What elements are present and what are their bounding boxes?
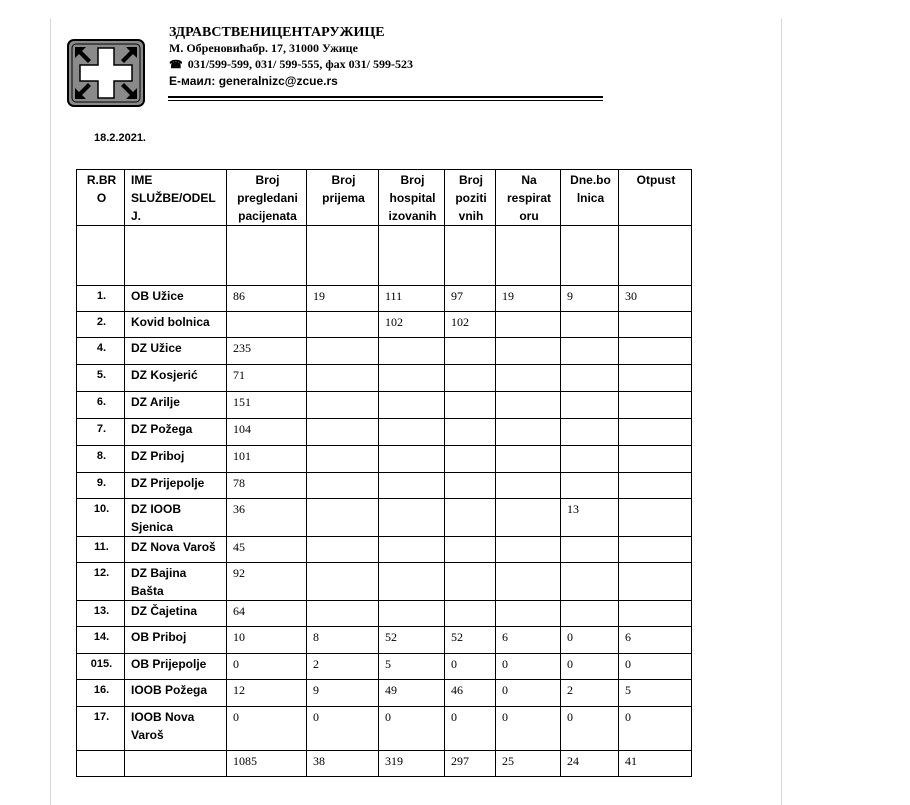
service-name: DZ Bajina Bašta — [125, 563, 227, 601]
value-cell: 0 — [445, 654, 496, 680]
table-row — [77, 473, 692, 499]
value-cell: 151 — [227, 392, 307, 419]
value-cell: 49 — [379, 680, 445, 707]
value-cell: 0 — [619, 707, 692, 751]
table-row — [77, 563, 692, 601]
table-row — [77, 751, 692, 777]
service-name: DZ Arilje — [125, 392, 227, 419]
value-cell — [561, 312, 619, 338]
value-cell — [379, 365, 445, 392]
table-row — [77, 537, 692, 563]
service-name: DZ Čajetina — [125, 601, 227, 627]
table-row — [77, 627, 692, 654]
table-row — [77, 338, 692, 365]
service-name: DZ Kosjerić — [125, 365, 227, 392]
row-number: 1. — [77, 286, 125, 312]
report-table — [76, 169, 692, 777]
value-cell: 104 — [227, 419, 307, 446]
service-name: DZ Požega — [125, 419, 227, 446]
value-cell — [496, 392, 561, 419]
value-cell: 0 — [496, 680, 561, 707]
value-cell: 0 — [496, 707, 561, 751]
value-cell — [445, 537, 496, 563]
service-name: DZ Prijepolje — [125, 473, 227, 499]
value-cell — [307, 226, 379, 286]
value-cell: 102 — [379, 312, 445, 338]
value-cell: 0 — [445, 707, 496, 751]
row-number: 14. — [77, 627, 125, 654]
value-cell — [619, 473, 692, 499]
value-cell — [561, 392, 619, 419]
value-cell: 30 — [619, 286, 692, 312]
service-name: DZ IOOB Sjenica — [125, 499, 227, 537]
column-header: Na respirat oru — [496, 170, 561, 226]
service-name — [125, 751, 227, 777]
value-cell — [445, 601, 496, 627]
org-phones: 031/599-599, 031/ 599-555, фах 031/ 599-523 — [187, 57, 413, 71]
value-cell — [379, 563, 445, 601]
value-cell: 24 — [561, 751, 619, 777]
value-cell — [227, 312, 307, 338]
value-cell: 92 — [227, 563, 307, 601]
value-cell: 297 — [445, 751, 496, 777]
value-cell: 71 — [227, 365, 307, 392]
table-row — [77, 446, 692, 473]
value-cell — [561, 601, 619, 627]
value-cell: 25 — [496, 751, 561, 777]
table-row — [77, 419, 692, 446]
service-name — [125, 226, 227, 286]
value-cell — [496, 473, 561, 499]
value-cell — [561, 473, 619, 499]
value-cell — [445, 226, 496, 286]
value-cell — [307, 338, 379, 365]
value-cell: 46 — [445, 680, 496, 707]
value-cell — [496, 365, 561, 392]
value-cell — [619, 392, 692, 419]
column-header: Broj pregledani pacijenata — [227, 170, 307, 226]
report-date: 18.2.2021. — [94, 132, 146, 144]
value-cell: 36 — [227, 499, 307, 537]
value-cell — [379, 338, 445, 365]
value-cell — [307, 419, 379, 446]
value-cell: 9 — [561, 286, 619, 312]
service-name: OB Užice — [125, 286, 227, 312]
table-body — [77, 226, 692, 777]
row-number: 6. — [77, 392, 125, 419]
column-header: Broj poziti vnih — [445, 170, 496, 226]
page-edge-right — [781, 18, 782, 805]
value-cell: 235 — [227, 338, 307, 365]
value-cell — [619, 338, 692, 365]
value-cell — [445, 563, 496, 601]
value-cell — [561, 226, 619, 286]
value-cell — [445, 419, 496, 446]
value-cell: 78 — [227, 473, 307, 499]
value-cell — [561, 563, 619, 601]
value-cell — [496, 312, 561, 338]
value-cell: 0 — [561, 654, 619, 680]
row-number: 8. — [77, 446, 125, 473]
column-header: IME SLUŽBE/ODEL J. — [125, 170, 227, 226]
value-cell — [307, 446, 379, 473]
value-cell — [619, 499, 692, 537]
column-header: R.BR O — [77, 170, 125, 226]
org-address: М. Обреновићабр. 17, 31000 Ужице — [169, 41, 358, 55]
service-name: Kovid bolnica — [125, 312, 227, 338]
page-edge-left — [50, 18, 51, 805]
table-row — [77, 312, 692, 338]
value-cell — [379, 226, 445, 286]
table-row — [77, 499, 692, 537]
value-cell: 0 — [227, 707, 307, 751]
value-cell: 45 — [227, 537, 307, 563]
health-center-logo — [66, 38, 146, 108]
value-cell — [445, 446, 496, 473]
value-cell — [561, 338, 619, 365]
value-cell: 8 — [307, 627, 379, 654]
table-row — [77, 286, 692, 312]
service-name: DZ Priboj — [125, 446, 227, 473]
value-cell — [619, 312, 692, 338]
value-cell — [307, 392, 379, 419]
column-header: Broj hospital izovanih — [379, 170, 445, 226]
value-cell: 9 — [307, 680, 379, 707]
value-cell: 19 — [307, 286, 379, 312]
header-row — [77, 170, 692, 226]
table-row — [77, 365, 692, 392]
org-email: E-маил: generalnizc@zcue.rs — [169, 74, 338, 88]
value-cell: 2 — [307, 654, 379, 680]
value-cell — [496, 419, 561, 446]
service-name: IOOB Požega — [125, 680, 227, 707]
value-cell: 97 — [445, 286, 496, 312]
value-cell: 0 — [561, 707, 619, 751]
value-cell — [307, 473, 379, 499]
value-cell — [561, 365, 619, 392]
org-phones-line — [169, 56, 413, 72]
value-cell — [307, 563, 379, 601]
value-cell — [619, 226, 692, 286]
row-number — [77, 751, 125, 777]
value-cell: 6 — [496, 627, 561, 654]
value-cell: 38 — [307, 751, 379, 777]
value-cell: 101 — [227, 446, 307, 473]
value-cell — [379, 473, 445, 499]
table-row — [77, 601, 692, 627]
table-row — [77, 654, 692, 680]
value-cell — [307, 499, 379, 537]
value-cell — [619, 601, 692, 627]
value-cell: 0 — [561, 627, 619, 654]
value-cell — [227, 226, 307, 286]
value-cell — [496, 226, 561, 286]
value-cell: 5 — [619, 680, 692, 707]
table-row — [77, 680, 692, 707]
value-cell — [445, 499, 496, 537]
value-cell — [496, 563, 561, 601]
value-cell — [496, 537, 561, 563]
value-cell — [445, 338, 496, 365]
value-cell: 0 — [496, 654, 561, 680]
table-row — [77, 226, 692, 286]
phone-icon: ☎ — [169, 59, 183, 71]
row-number: 5. — [77, 365, 125, 392]
service-name: OB Priboj — [125, 627, 227, 654]
value-cell: 0 — [379, 707, 445, 751]
value-cell — [307, 312, 379, 338]
value-cell: 319 — [379, 751, 445, 777]
value-cell — [561, 419, 619, 446]
row-number: 015. — [77, 654, 125, 680]
column-header: Dne.bo lnica — [561, 170, 619, 226]
row-number: 11. — [77, 537, 125, 563]
value-cell: 52 — [445, 627, 496, 654]
value-cell: 64 — [227, 601, 307, 627]
value-cell: 0 — [619, 654, 692, 680]
value-cell — [619, 563, 692, 601]
value-cell: 10 — [227, 627, 307, 654]
service-name: DZ Užice — [125, 338, 227, 365]
value-cell — [379, 419, 445, 446]
value-cell — [379, 537, 445, 563]
header-rule-thick — [168, 96, 603, 98]
row-number: 2. — [77, 312, 125, 338]
value-cell: 2 — [561, 680, 619, 707]
row-number: 4. — [77, 338, 125, 365]
value-cell — [445, 392, 496, 419]
value-cell — [307, 365, 379, 392]
value-cell: 52 — [379, 627, 445, 654]
value-cell: 6 — [619, 627, 692, 654]
value-cell: 0 — [227, 654, 307, 680]
table-row — [77, 392, 692, 419]
row-number — [77, 226, 125, 286]
value-cell: 12 — [227, 680, 307, 707]
value-cell — [496, 601, 561, 627]
value-cell — [496, 446, 561, 473]
org-name: ЗДРАВСТВЕНИЦЕНТАРУЖИЦЕ — [169, 25, 385, 40]
service-name: OB Prijepolje — [125, 654, 227, 680]
row-number: 9. — [77, 473, 125, 499]
value-cell — [379, 499, 445, 537]
value-cell — [445, 365, 496, 392]
value-cell: 102 — [445, 312, 496, 338]
value-cell — [619, 419, 692, 446]
value-cell — [379, 446, 445, 473]
value-cell: 13 — [561, 499, 619, 537]
value-cell — [307, 537, 379, 563]
value-cell — [619, 446, 692, 473]
value-cell: 111 — [379, 286, 445, 312]
value-cell — [496, 499, 561, 537]
letterhead — [169, 24, 413, 90]
table-row — [77, 707, 692, 751]
value-cell — [307, 601, 379, 627]
value-cell — [379, 392, 445, 419]
value-cell — [379, 601, 445, 627]
value-cell: 19 — [496, 286, 561, 312]
value-cell — [445, 473, 496, 499]
value-cell: 41 — [619, 751, 692, 777]
header-rule-thin — [168, 100, 603, 101]
value-cell: 86 — [227, 286, 307, 312]
row-number: 7. — [77, 419, 125, 446]
column-header: Broj prijema — [307, 170, 379, 226]
row-number: 16. — [77, 680, 125, 707]
row-number: 10. — [77, 499, 125, 537]
value-cell — [496, 338, 561, 365]
value-cell: 1085 — [227, 751, 307, 777]
service-name: IOOB Nova Varoš — [125, 707, 227, 751]
value-cell: 5 — [379, 654, 445, 680]
value-cell — [619, 537, 692, 563]
row-number: 17. — [77, 707, 125, 751]
service-name: DZ Nova Varoš — [125, 537, 227, 563]
value-cell: 0 — [307, 707, 379, 751]
column-header: Otpust — [619, 170, 692, 226]
row-number: 12. — [77, 563, 125, 601]
value-cell — [619, 365, 692, 392]
value-cell — [561, 537, 619, 563]
value-cell — [561, 446, 619, 473]
row-number: 13. — [77, 601, 125, 627]
